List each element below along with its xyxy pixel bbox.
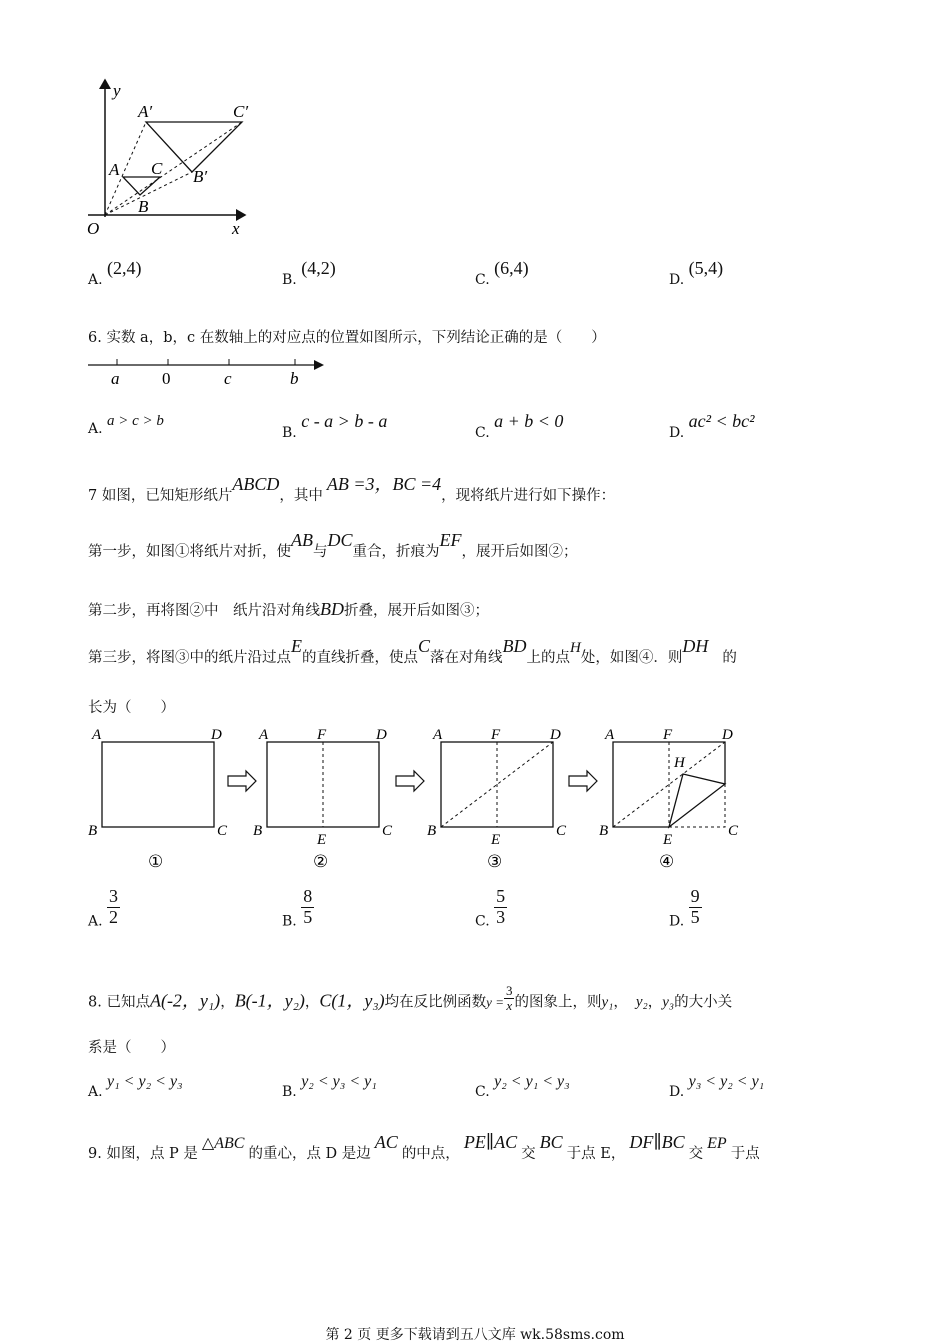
figure-3 (427, 727, 567, 871)
numerator: 3 (505, 983, 513, 998)
numerator: 5 (496, 886, 506, 906)
numerator: 8 (303, 886, 313, 906)
q8-line-1 (88, 984, 732, 1014)
math: C (418, 636, 431, 656)
vertex-e: E (317, 832, 327, 848)
q5-coordinate-figure (80, 72, 260, 242)
math: PE∥AC (463, 1132, 518, 1152)
option-value: (5,4) (688, 258, 724, 278)
text: 于点 (730, 1146, 760, 1162)
vertex-a: A (92, 727, 102, 743)
vertex-c: C (556, 823, 567, 839)
caption: ② (313, 852, 329, 871)
vertex-b: B (599, 823, 609, 839)
math: y₁ (601, 994, 614, 1011)
option-letter: B. (282, 1084, 297, 1100)
option-letter: A. (88, 1084, 103, 1100)
vertex-d: D (211, 727, 222, 743)
vertex-b: B (88, 823, 98, 839)
point-a: A (109, 160, 120, 179)
option-value: y₃ < y₂ < y₁ (688, 1073, 765, 1090)
vertex-a: A (433, 727, 443, 743)
vertex-f: F (491, 727, 501, 743)
vertex-b: B (253, 823, 263, 839)
page-footer: 第 2 页 更多下载请到五八文库 wk.58sms.com (325, 1327, 625, 1343)
text: ， (613, 994, 628, 1011)
text: 交 (521, 1146, 536, 1162)
math: EF (439, 530, 462, 550)
text: 第一步，如图①将纸片对折，使 (88, 544, 291, 560)
math: y₂ (635, 994, 648, 1011)
vertex-c: C (382, 823, 393, 839)
numerator: 9 (690, 886, 700, 906)
math: BD (320, 599, 344, 619)
math: AB (291, 530, 313, 550)
function-fraction (504, 984, 515, 1014)
vertex-f: F (317, 727, 327, 743)
fraction (107, 887, 120, 928)
q8-option-b[interactable] (282, 1073, 377, 1101)
math: DF∥BC (629, 1132, 685, 1152)
option-value: (4,2) (301, 258, 336, 278)
math: y₃ (662, 994, 675, 1011)
denominator: 3 (496, 906, 506, 927)
text: 的中点， (401, 1146, 460, 1162)
q5-option-c[interactable] (475, 258, 529, 289)
text: 7 如图，已知矩形纸片 (88, 488, 233, 504)
label-b: b (290, 369, 299, 388)
text: 上的点 (526, 650, 571, 666)
option-letter: D. (669, 913, 685, 930)
option-value: y₁ < y₂ < y₃ (107, 1073, 183, 1090)
label-a: a (111, 369, 120, 388)
function-lhs: y = (486, 994, 504, 1010)
text: 的直线折叠，使点 (302, 650, 418, 666)
option-letter: C. (475, 1084, 490, 1100)
y-axis-label: y (113, 81, 121, 100)
math: ABCD (232, 474, 280, 494)
option-letter: A. (88, 913, 103, 930)
option-letter: C. (475, 272, 490, 288)
q6-option-a[interactable] (88, 413, 164, 438)
q8-option-d[interactable] (669, 1073, 765, 1101)
math: DH (682, 636, 709, 656)
denominator: 5 (303, 906, 313, 927)
text: ， (647, 994, 663, 1011)
caption: ③ (487, 852, 503, 871)
text: 的图象上，则 (514, 994, 602, 1011)
point-a: A(-2，y₁) (149, 990, 221, 1011)
vertex-d: D (722, 727, 733, 743)
vertex-f: F (663, 727, 673, 743)
origin-label: O (87, 219, 100, 238)
option-letter: D. (669, 272, 685, 288)
label-0: 0 (162, 369, 171, 388)
vertex-h: H (674, 755, 685, 771)
text: 的重心，点 D 是边 (248, 1146, 371, 1162)
math: BC (539, 1132, 563, 1152)
text: 9. 如图，点 P 是 (88, 1146, 198, 1162)
text: 8. 已知点 (88, 994, 150, 1011)
point-b: B (138, 197, 149, 216)
q8-option-a[interactable] (88, 1073, 183, 1101)
text: 第二步，再将图②中 纸片沿对角线 (88, 603, 320, 619)
denominator: 5 (690, 906, 700, 927)
q6-option-b[interactable] (282, 411, 388, 442)
text: 折叠，展开后如图③； (344, 603, 489, 619)
option-letter: C. (475, 913, 490, 930)
text: ， (220, 994, 235, 1011)
arrow-right-icon (228, 771, 256, 791)
denominator: x (506, 998, 513, 1014)
vertex-c: C (217, 823, 228, 839)
numerator: 3 (109, 886, 119, 906)
option-value: (2,4) (107, 258, 142, 278)
option-value: (6,4) (494, 258, 529, 278)
q7-option-a[interactable] (88, 887, 120, 929)
arrow-right-icon (569, 771, 597, 791)
option-letter: D. (669, 1084, 685, 1100)
q6-number-line (86, 352, 331, 392)
option-letter: B. (282, 913, 297, 930)
vertex-e: E (491, 832, 501, 848)
math: △ABC (201, 1135, 245, 1152)
q5-option-b[interactable] (282, 258, 336, 289)
option-value: a > c > b (107, 413, 164, 429)
q6-stem: 6. 实数 a，b，c 在数轴上的对应点的位置如图所示，下列结论正确的是（ ） (88, 330, 606, 346)
text: 处，如图④．则 (580, 650, 683, 666)
q5-option-a[interactable] (88, 258, 142, 289)
vertex-e: E (663, 832, 673, 848)
q5-option-d[interactable] (669, 258, 724, 289)
caption: ① (148, 852, 164, 871)
math: EP (707, 1135, 727, 1152)
q7-line-3 (88, 599, 489, 620)
text: 的 (722, 650, 737, 666)
q7-line-4 (88, 636, 737, 667)
math: E (291, 636, 302, 656)
math: AC (374, 1132, 398, 1152)
option-value: c - a > b - a (301, 411, 388, 431)
figure-1 (88, 727, 228, 871)
q6-option-c[interactable] (475, 411, 564, 442)
text: 重合，折痕为 (352, 544, 440, 560)
figure-4 (599, 727, 739, 871)
math: BD (502, 636, 527, 656)
q7-option-c[interactable] (475, 887, 507, 929)
text: 交 (688, 1146, 704, 1162)
rectangle (102, 742, 214, 827)
fraction (301, 887, 314, 928)
denominator: 2 (109, 906, 119, 927)
point-b: B(-1，y₂) (234, 990, 305, 1011)
option-letter: B. (282, 272, 297, 288)
text: 第三步，将图③中的纸片沿过点 (88, 650, 291, 666)
vertex-d: D (376, 727, 387, 743)
figure-2 (253, 727, 393, 871)
text: 落在对角线 (430, 650, 503, 666)
option-value: y₂ < y₁ < y₃ (494, 1073, 570, 1090)
point-c-prime: C′ (233, 102, 249, 121)
text: 的大小关 (674, 994, 733, 1011)
vertex-c: C (728, 823, 739, 839)
option-value: y₂ < y₃ < y₁ (301, 1073, 377, 1090)
x-axis-label: x (232, 219, 240, 238)
point-c: C(1，y₃) (319, 990, 385, 1011)
triangle-abc (123, 177, 160, 195)
point-b-prime: B′ (193, 167, 208, 186)
option-letter: A. (88, 421, 103, 437)
fraction (494, 887, 507, 928)
text: ，展开后如图②； (461, 544, 578, 560)
caption: ④ (659, 852, 675, 871)
vertex-a: A (605, 727, 615, 743)
q7-option-d[interactable] (669, 887, 702, 929)
math: H (570, 640, 581, 656)
point-c: C (151, 159, 163, 178)
vertex-a: A (259, 727, 269, 743)
q7-line-5: 长为（ ） (88, 700, 175, 716)
text: ，其中 (279, 488, 323, 504)
vertex-d: D (550, 727, 561, 743)
text: 于点 E， (566, 1146, 626, 1162)
option-letter: D. (669, 425, 685, 441)
folded-triangle (669, 774, 725, 827)
option-value: a + b < 0 (494, 411, 564, 431)
option-letter: B. (282, 425, 297, 441)
arrow-right-icon (396, 771, 424, 791)
option-letter: C. (475, 425, 490, 441)
text: ，现将纸片进行如下操作： (441, 488, 616, 504)
option-value: ac² < bc² (688, 411, 755, 431)
q7-line-2 (88, 530, 578, 561)
q7-fold-figures (84, 722, 754, 877)
text: ， (304, 994, 320, 1011)
number-line-arrow (314, 360, 324, 370)
q7-option-b[interactable] (282, 887, 314, 929)
math: DC (327, 530, 353, 550)
q9-line-1 (88, 1132, 760, 1163)
text: 均在反比例函数 (384, 994, 487, 1011)
text: 与 (313, 544, 328, 560)
vertex-b: B (427, 823, 437, 839)
q6-option-d[interactable] (669, 411, 755, 442)
q8-option-c[interactable] (475, 1073, 570, 1101)
option-letter: A. (88, 272, 103, 288)
point-a-prime: A′ (138, 102, 153, 121)
q8-line-2: 系是（ ） (88, 1040, 175, 1056)
math: AB =3，BC =4 (326, 474, 442, 494)
fraction (689, 887, 702, 928)
q7-line-1 (88, 474, 616, 506)
label-c: c (224, 369, 232, 388)
